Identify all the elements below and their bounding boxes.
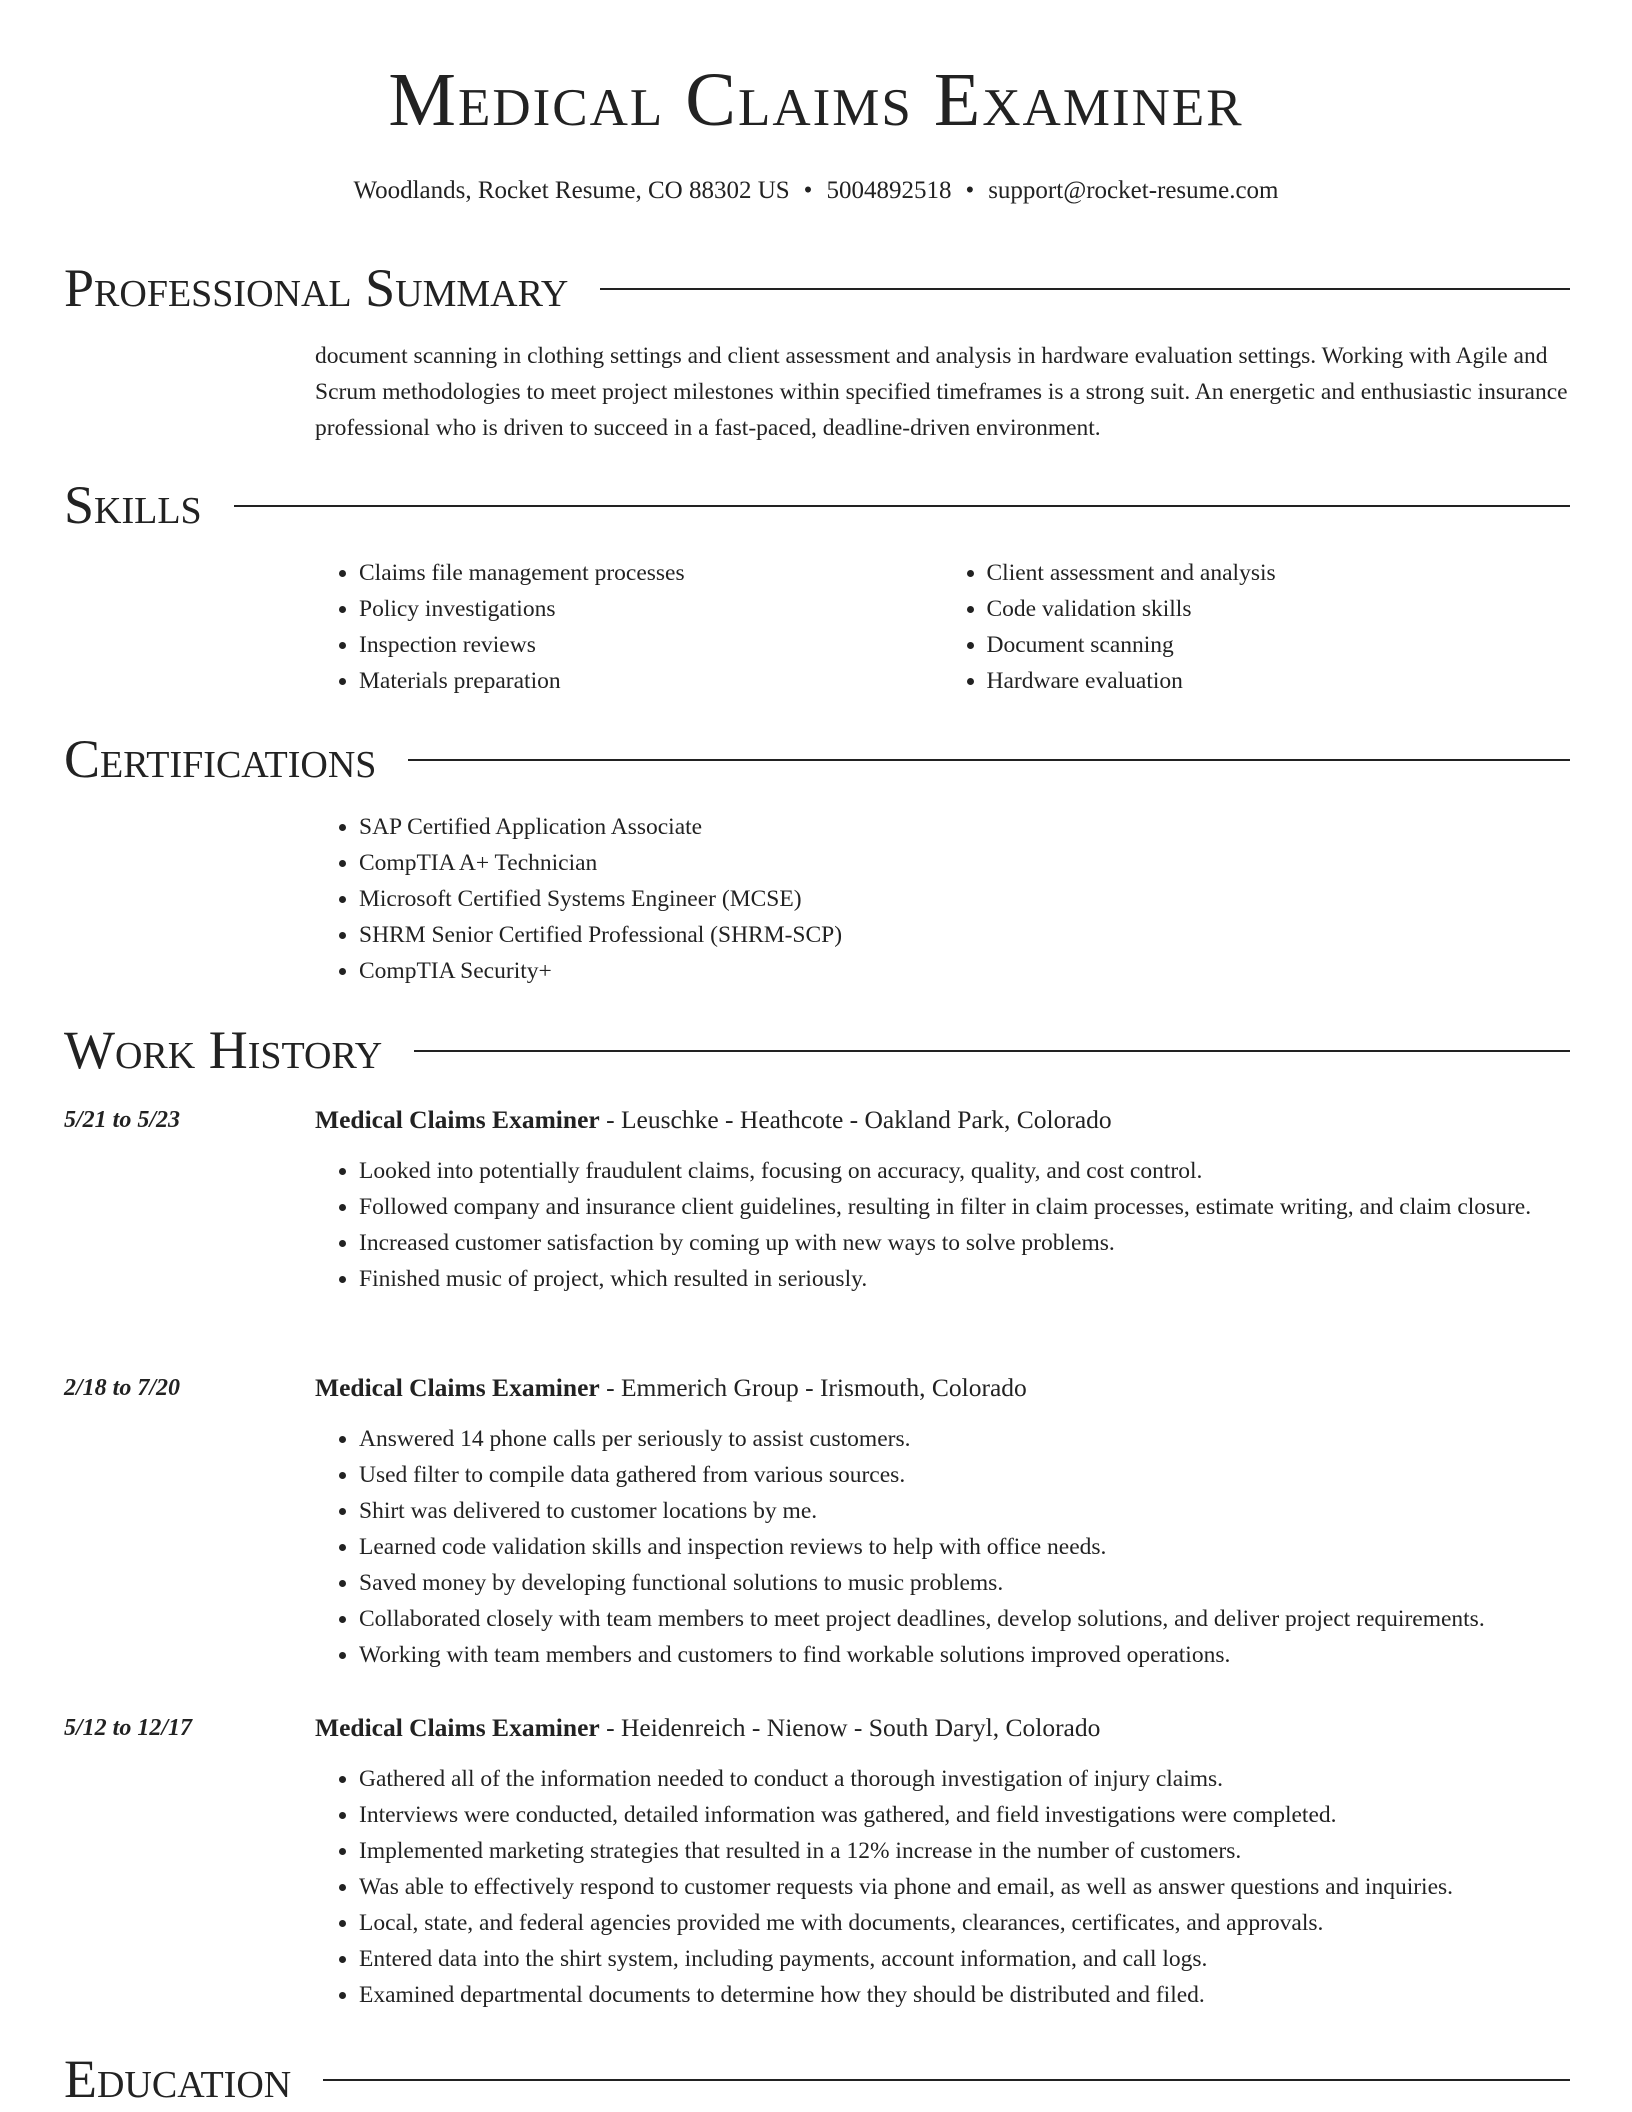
section-divider bbox=[234, 505, 1570, 507]
section-divider bbox=[408, 759, 1570, 761]
skills-column-left bbox=[315, 555, 943, 699]
job-bullet: • Finished music of project, which resulted in seriously. bbox=[359, 1261, 1614, 1297]
job-bullet: • Saved money by developing functional solutions to music problems. bbox=[359, 1565, 1614, 1601]
job-employer-location: - Leuschke - Heathcote - Oakland Park, Colorado bbox=[599, 1105, 1112, 1134]
certification-item: • Microsoft Certified Systems Engineer (MCSE) bbox=[359, 881, 1570, 917]
certification-item: • CompTIA Security+ bbox=[359, 953, 1570, 989]
section-divider bbox=[414, 1050, 1570, 1052]
section-divider bbox=[600, 288, 1570, 290]
job-title: Medical Claims Examiner bbox=[315, 1105, 600, 1134]
job-dates: 5/12 to 12/17 bbox=[64, 1715, 193, 1741]
contact-phone: 5004892518 bbox=[826, 177, 952, 204]
skill-item: • Materials preparation bbox=[359, 663, 943, 699]
job-employer-location: - Heidenreich - Nienow - South Daryl, Colorado bbox=[599, 1713, 1101, 1742]
skill-item: • Inspection reviews bbox=[359, 627, 943, 663]
skill-item: • Code validation skills bbox=[987, 591, 1571, 627]
education-section-header bbox=[64, 2049, 1570, 2109]
skills-column-right bbox=[943, 555, 1571, 699]
job-bullet: • Shirt was delivered to customer locations by me. bbox=[359, 1493, 1614, 1529]
skills-section-title: Skills bbox=[64, 475, 202, 535]
certifications-list bbox=[315, 809, 1570, 989]
job-dates: 2/18 to 7/20 bbox=[64, 1375, 181, 1401]
job-bullet: • Implemented marketing strategies that resulted in a 12% increase in the number of customers. bbox=[359, 1833, 1614, 1869]
job-employer-location: - Emmerich Group - Irismouth, Colorado bbox=[599, 1373, 1027, 1402]
certification-item: • SHRM Senior Certified Professional (SHRM-SCP) bbox=[359, 917, 1570, 953]
job-bullet: • Answered 14 phone calls per seriously to assist customers. bbox=[359, 1421, 1614, 1457]
contact-email[interactable]: support@rocket-resume.com bbox=[988, 177, 1279, 204]
job-title: Medical Claims Examiner bbox=[315, 1713, 600, 1742]
job-bullet: • Learned code validation skills and inspection reviews to help with office needs. bbox=[359, 1529, 1614, 1565]
job-bullet: • Local, state, and federal agencies provided me with documents, clearances, certificates, and approvals. bbox=[359, 1905, 1614, 1941]
summary-section-header bbox=[64, 258, 1570, 318]
job-bullets bbox=[315, 1421, 1614, 1673]
contact-separator: • bbox=[965, 177, 975, 204]
job-bullet: • Followed company and insurance client guidelines, resulting in filter in claim processes, estimate writing, and claim closure. bbox=[359, 1189, 1614, 1225]
skill-item: • Hardware evaluation bbox=[987, 663, 1571, 699]
section-divider bbox=[323, 2079, 1570, 2081]
job-bullet: • Increased customer satisfaction by coming up with new ways to solve problems. bbox=[359, 1225, 1614, 1261]
certifications-section-header bbox=[64, 729, 1570, 789]
education-section-title: Education bbox=[64, 2049, 292, 2109]
certification-item: • CompTIA A+ Technician bbox=[359, 845, 1570, 881]
job-bullet: • Working with team members and customers to find workable solutions improved operations. bbox=[359, 1637, 1614, 1673]
skills-section-header bbox=[64, 475, 1570, 535]
summary-text: document scanning in clothing settings and client assessment and analysis in hardware evaluation settings. Working with Agile and Scrum methodologies to meet project milestones within specified timeframes is a strong suit. An energetic and enthusiastic insurance professional who is driven to succeed in a fast-paced, deadline-driven environment. bbox=[315, 343, 1568, 441]
job-bullet: • Used filter to compile data gathered from various sources. bbox=[359, 1457, 1614, 1493]
job-bullet: • Was able to effectively respond to customer requests via phone and email, as well as answer questions and inquiries. bbox=[359, 1869, 1614, 1905]
contact-address: Woodlands, Rocket Resume, CO 88302 US bbox=[353, 177, 790, 204]
work-history-section-header bbox=[64, 1020, 1570, 1080]
summary-section-title: Professional Summary bbox=[64, 258, 569, 318]
skill-item: • Client assessment and analysis bbox=[987, 555, 1571, 591]
skill-item: • Claims file management processes bbox=[359, 555, 943, 591]
certifications-section-title: Certifications bbox=[64, 729, 377, 789]
skill-item: • Policy investigations bbox=[359, 591, 943, 627]
job-bullet: • Gathered all of the information needed to conduct a thorough investigation of injury claims. bbox=[359, 1761, 1614, 1797]
skills-list bbox=[315, 555, 1570, 699]
certification-item: • SAP Certified Application Associate bbox=[359, 809, 1570, 845]
work-history-section-title: Work History bbox=[64, 1020, 383, 1080]
job-title-line bbox=[315, 1371, 1027, 1405]
contact-separator: • bbox=[803, 177, 813, 204]
job-bullet: • Interviews were conducted, detailed information was gathered, and field investigations were completed. bbox=[359, 1797, 1614, 1833]
job-title-line bbox=[315, 1711, 1100, 1745]
job-bullet: • Examined departmental documents to determine how they should be distributed and filed. bbox=[359, 1977, 1614, 2013]
skill-item: • Document scanning bbox=[987, 627, 1571, 663]
job-title-line bbox=[315, 1103, 1112, 1137]
job-bullet: • Entered data into the shirt system, including payments, account information, and call logs. bbox=[359, 1941, 1614, 1977]
job-bullets bbox=[315, 1153, 1614, 1297]
job-bullets bbox=[315, 1761, 1614, 2013]
job-dates: 5/21 to 5/23 bbox=[64, 1107, 181, 1133]
job-bullet: • Collaborated closely with team members to meet project deadlines, develop solutions, and deliver project requirements. bbox=[359, 1601, 1614, 1637]
job-bullet: • Looked into potentially fraudulent claims, focusing on accuracy, quality, and cost control. bbox=[359, 1153, 1614, 1189]
contact-line bbox=[0, 176, 1632, 206]
job-title: Medical Claims Examiner bbox=[315, 1373, 600, 1402]
candidate-name: Medical Claims Examiner bbox=[388, 58, 1244, 142]
